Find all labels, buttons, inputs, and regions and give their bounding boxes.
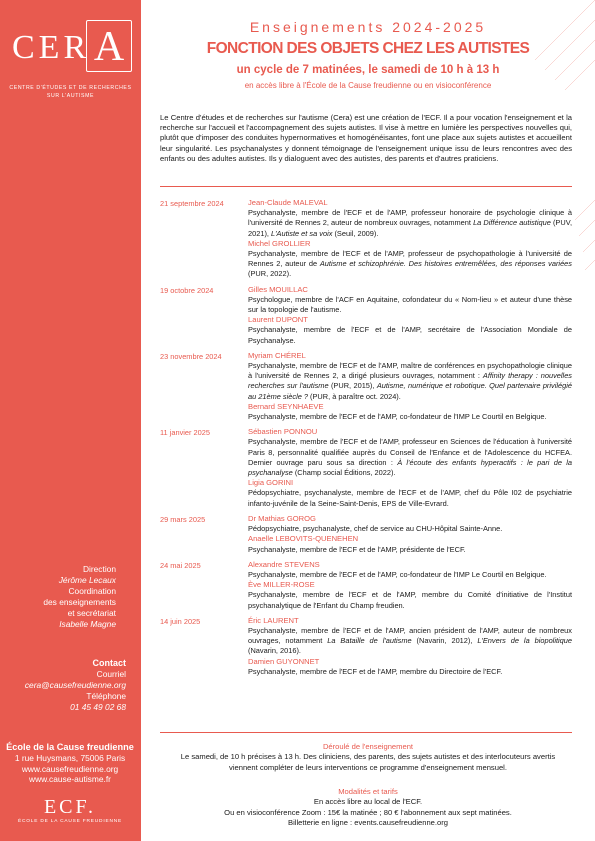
session-date: 11 janvier 2025 <box>160 428 210 438</box>
speaker-name: Dr Mathias GOROG <box>248 513 316 523</box>
speaker-bio: Psychanalyste, membre de l'ECF et de l'AMP, membre du Directoire de l'ECF. <box>248 666 503 676</box>
sidebar <box>0 0 141 841</box>
speaker-name: Gilles MOUILLAC <box>248 284 308 294</box>
intro-paragraph: Le Centre d'études et de recherches sur l'autisme (Cera) est une création de l'ECF. Il a pour vocation l'enseignement et la recherche sur l'accueil et l'accompagnement des sujets autistes. Il vise à mettre en lumière les perspectives nouvelles qui, plutôt que d'imposer des conduites hypernormatives et homogénéisantes, font une place aux sujets autistes et accueillent leur singularité. Les psychanalystes y donnent témoignage de l'enseignement unique issu de leurs rencontres avec des enfants ou des adultes autistes. Ils y dialoguent avec des autistes, des parents et d'autres praticiens. <box>160 113 572 163</box>
speaker-bio: Psychanalyste, membre de l'ECF et de l'AMP, professeur de psychopathologie à l'université de Rennes 2, auteur de Autisme et schizophrénie. Des histoires entremêlées, des réponses variées (PUR, 2022). <box>248 249 572 279</box>
ecf-logo-mark: ECF. <box>43 796 97 818</box>
speaker-name: Bernard SEYNHAEVE <box>248 401 324 411</box>
pricing-title: Modalités et tarifs <box>338 787 398 796</box>
pricing-text-line1: En accès libre au local de l'ECF. <box>313 797 423 806</box>
session-speakers <box>248 514 572 555</box>
speaker-bio: Psychanalyste, membre de l'ECF et de l'AMP, professeur en Sciences de l'éducation à l'université Paris 8, personnalité qualifiée auprès du Conseil de l'Enfance et de l'Adolescence du HCFEA. Dernier ouvrage paru sous sa direction : À l'écoute des enfants hyperactifs : le pari de la psychanalyse (Champ social Éditions, 2022). <box>248 437 572 478</box>
speaker-name: Alexandre STEVENS <box>248 559 320 569</box>
ticketing-link[interactable]: Billetterie en ligne : events.causefreudienne.org <box>288 818 448 828</box>
ecf-website-link[interactable]: www.causefreudienne.org <box>21 763 119 774</box>
session-item <box>160 198 572 280</box>
direction-name: Jérôme Lecaux <box>58 575 116 585</box>
contact-title: Contact <box>92 658 126 668</box>
center-name-line2: SUR L'AUTISME <box>46 93 95 99</box>
coordination-line1: Coordination <box>68 586 116 596</box>
session-item <box>160 514 572 555</box>
ecf-address-block <box>4 742 136 785</box>
coordination-name: Isabelle Magne <box>59 619 116 629</box>
session-item <box>160 616 572 677</box>
schedule-text-line1: Le samedi, de 10 h précises à 13 h. Des cliniciens, des parents, des sujets autistes et des interlocuteurs avertis <box>180 752 556 761</box>
session-item <box>160 351 572 422</box>
ecf-address: 1 rue Huysmans, 75006 Paris <box>14 752 126 763</box>
speaker-name: Michel GROLLIER <box>248 238 311 248</box>
schedule-section <box>141 741 595 773</box>
session-speakers <box>248 560 572 611</box>
coordination-line3: et secrétariat <box>67 608 116 618</box>
speaker-bio: Psychanalyste, membre de l'ECF et de l'AMP, maître de conférences en psychopathologie clinique à l'université de Rennes 2, a dirigé plusieurs ouvrages, notamment : Affinity therapy : nouvelles recherches sur l'autisme (PUR, 2015), Autisme, numérique et robotique. Quel partenaire privilégié au 21ème siècle ? (PUR, à paraître oct. 2024). <box>248 361 572 401</box>
session-item <box>160 427 572 509</box>
ecf-logo <box>10 796 130 825</box>
logo-letter-frame <box>86 20 132 72</box>
email-label: Courriel <box>96 669 126 679</box>
coordination-line2: des enseignements <box>43 597 116 607</box>
session-speakers <box>248 285 572 346</box>
speaker-name: Éric LAURENT <box>248 615 299 625</box>
speaker-bio: Psychanalyste, membre de l'ECF et de l'AMP, co-fondateur de l'IMP Le Courtil en Belgique. <box>248 412 547 422</box>
logo-letter: A <box>93 24 125 70</box>
divider-top <box>160 186 572 187</box>
session-date: 19 octobre 2024 <box>160 285 214 295</box>
speaker-name: Ligia GORINI <box>248 478 294 488</box>
speaker-name: Jean-Claude MALEVAL <box>248 198 328 207</box>
session-speakers <box>248 198 572 280</box>
session-speakers <box>248 351 572 422</box>
speaker-bio: Psychanalyste, membre de l'ECF et de l'AMP, présidente de l'ECF. <box>248 544 466 554</box>
speaker-name: Anaelle LEBOVITS-QUENEHEN <box>248 534 359 544</box>
session-list <box>160 198 572 677</box>
speaker-name: Ève MILLER-ROSE <box>248 580 315 590</box>
pricing-text-line2: Ou en visioconférence Zoom : 15€ la matinée ; 80 € l'abonnement aux sept matinées. <box>224 807 512 817</box>
speaker-bio: Psychanalyste, membre de l'ECF et de l'AMP, secrétaire de l'Association Mondiale de Psychanalyse. <box>248 325 572 345</box>
speaker-name: Sébastien PONNOU <box>248 427 318 437</box>
speaker-bio: Psychanalyste, membre de l'ECF et de l'AMP, ancien président de l'AMP, auteur de nombreux ouvrages, notamment La Bataille de l'autisme (Navarin, 2012), L'Envers de la biopolitique (Navarin, 2016). <box>248 625 572 656</box>
direction-block <box>6 564 116 630</box>
page-title: Enseignements 2024-2025 <box>249 19 487 35</box>
session-date: 14 juin 2025 <box>160 616 201 626</box>
speaker-name: Laurent DUPONT <box>248 315 308 325</box>
document-header <box>141 18 595 92</box>
session-speakers <box>248 427 572 509</box>
phone-number[interactable]: 01 45 49 02 68 <box>70 702 126 712</box>
schedule-title: Déroulé de l'enseignement <box>322 742 414 751</box>
ecf-name: École de la Cause freudienne <box>6 742 134 752</box>
pricing-section <box>141 786 595 829</box>
speaker-bio: Psychanalyste, membre de l'ECF et de l'AMP, co-fondateur de l'IMP Le Courtil en Belgique. <box>248 569 547 579</box>
session-date: 21 septembre 2024 <box>160 199 224 208</box>
cera-logo <box>10 14 135 74</box>
session-item <box>160 285 572 346</box>
speaker-name: Damien GUYONNET <box>248 656 320 666</box>
session-item <box>160 560 572 611</box>
ecf-logo-caption: ÉCOLE DE LA CAUSE FREUDIENNE <box>18 819 122 824</box>
speaker-bio: Psychanalyste, membre de l'ECF et de l'AMP, membre du Comité d'initiative de l'Institut psychanalytique de l'Enfant du Champ freudien. <box>248 590 572 610</box>
autism-website-link[interactable]: www.cause-autisme.fr <box>29 774 111 785</box>
speaker-name: Myriam CHÉREL <box>248 350 306 360</box>
course-access: en accès libre à l'École de la Cause freudienne ou en visioconférence <box>244 81 492 90</box>
email-link[interactable]: cera@causefreudienne.org <box>24 680 126 690</box>
logo-text: CER <box>12 29 91 66</box>
phone-label: Téléphone <box>86 691 126 701</box>
speaker-bio: Pédopsychiatre, psychanalyste, membre de l'ECF et de l'AMP, chef du Pôle I02 de psychiatrie infanto-juvénile de la Seine-Saint-Denis, EPS de Ville-Evrard. <box>248 488 572 508</box>
session-date: 24 mai 2025 <box>160 560 201 570</box>
speaker-bio: Psychologue, membre de l'ACF en Aquitaine, cofondateur du « Nom-lieu » et auteur d'une thèse sur la topologie de l'autisme. <box>248 294 572 315</box>
contact-block <box>6 658 126 713</box>
center-name <box>8 84 133 100</box>
session-date: 23 novembre 2024 <box>160 351 222 361</box>
course-schedule: un cycle de 7 matinées, le samedi de 10 h à 13 h <box>236 64 500 76</box>
divider-bottom <box>160 732 572 733</box>
center-name-line1: CENTRE D'ÉTUDES ET DE RECHERCHES <box>9 85 132 91</box>
speaker-bio: Pédopsychiatre, psychanalyste, chef de service au CHU-Hôpital Sainte-Anne. <box>248 524 503 534</box>
session-date: 29 mars 2025 <box>160 514 206 524</box>
course-title: FONCTION DES OBJETS CHEZ LES AUTISTES <box>206 40 530 57</box>
session-speakers <box>248 616 572 677</box>
speaker-bio: Psychanalyste, membre de l'ECF et de l'AMP, professeur honoraire de psychologie clinique à l'université de Rennes 2, auteur de nombreux ouvrages, notamment La Différence autistique (PUV, 2021), L'Autiste et sa voix (Seuil, 2009). <box>248 208 572 238</box>
direction-title: Direction <box>82 564 116 574</box>
schedule-text-line2: viennent compléter de leurs interventions ce programme d'enseignement mensuel. <box>229 762 507 772</box>
